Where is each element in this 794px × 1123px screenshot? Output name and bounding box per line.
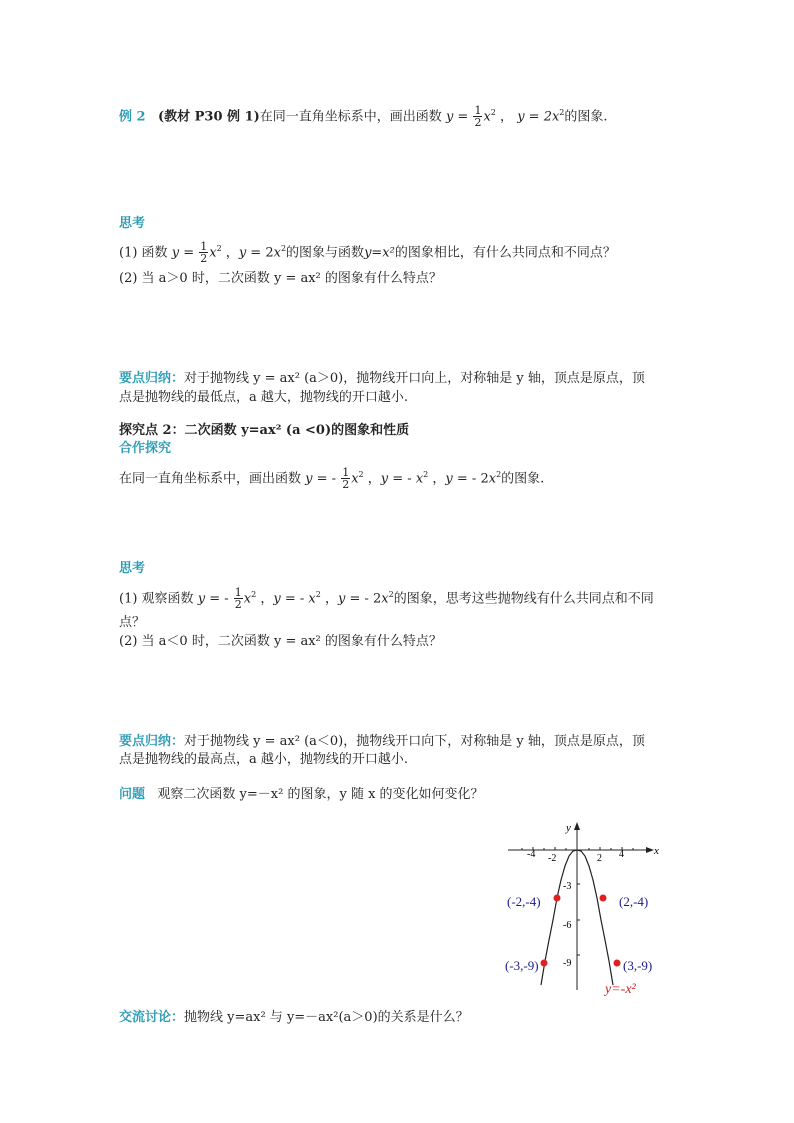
y-tick-label: -6 bbox=[563, 920, 572, 931]
point-label: (-3,-9) bbox=[505, 958, 539, 973]
summary-1-label: 要点归纳： bbox=[119, 371, 185, 386]
think-1-q1: (1) 函数 y = $\frac{1}{2}$ $x^2$ ，$y = 2x^2$的图象与函数y=x²的图象相比，有什么共同点和不同点？ bbox=[119, 240, 616, 266]
func-1-lhs: y = bbox=[445, 109, 469, 125]
example-2: 例 2 (教材 P30 例 1)在同一直角坐标系中，画出函数 y = $\frac{1}{2}$ $x^2$ ， $y = 2x^2$的图象. bbox=[119, 104, 608, 130]
parabola-graph bbox=[500, 818, 680, 1000]
question-text: 观察二次函数 y=－x² 的图象，y 随 x 的变化如何变化？ bbox=[157, 787, 484, 802]
x-tick-label: 2 bbox=[597, 853, 602, 864]
x-tick-label: -4 bbox=[527, 849, 536, 860]
summary-2-label: 要点归纳： bbox=[119, 734, 185, 749]
question-label: 问题 bbox=[119, 787, 146, 802]
point-marker bbox=[600, 895, 607, 902]
fraction-half: $\frac{1}{2}$ bbox=[234, 586, 242, 612]
summary-1-line1 bbox=[119, 370, 645, 388]
separator: ， bbox=[500, 109, 514, 125]
think-1-title: 思考 bbox=[119, 216, 146, 231]
cooperate-explore: 合作探究 bbox=[119, 441, 172, 456]
example-label: 例 2 bbox=[119, 109, 146, 125]
think-1-q2: (2) 当 a＞0 时，二次函数 y = ax² 的图象有什么特点？ bbox=[119, 271, 442, 286]
think-1-q1-fn: y=x² bbox=[364, 245, 395, 261]
y-tick-label: -9 bbox=[563, 958, 572, 969]
y-axis-label: y bbox=[566, 822, 571, 834]
curve-label: y=-x² bbox=[605, 982, 636, 997]
point-marker bbox=[614, 960, 621, 967]
fraction-half: $\frac{1}{2}$ bbox=[200, 240, 208, 266]
summary-2-line2: 点是抛物线的最高点，a 越小，抛物线的开口越小. bbox=[119, 752, 409, 767]
fraction-half: $\frac{1}{2}$ bbox=[474, 104, 482, 130]
think-2-q1: (1) 观察函数 y = - $\frac{1}{2}$ $x^2$ ，y = - $x^2$ ，y = - $2x^2$的图象，思考这些抛物线有什么共同点和不同 bbox=[119, 586, 654, 612]
think-2-q1-suffix: 的图象，思考这些抛物线有什么共同点和不同 bbox=[393, 591, 654, 607]
explore-2-title: 探究点 2：二次函数 y=ax² (a <0)的图象和性质 bbox=[119, 423, 410, 438]
think-2-q1-cont: 点？ bbox=[119, 615, 146, 630]
summary-2-text: 对于抛物线 y = ax² (a＜0)，抛物线开口向下，对称轴是 y 轴，顶点是原点，顶 bbox=[184, 734, 645, 749]
x-axis-arrow bbox=[646, 847, 654, 853]
point-label: (3,-9) bbox=[623, 958, 653, 973]
summary-2-line1 bbox=[119, 733, 645, 751]
discussion-text: 抛物线 y=ax² 与 y=－ax²(a＞0)的关系是什么？ bbox=[184, 1010, 469, 1025]
x-axis-label: x bbox=[654, 845, 659, 857]
think-1-q1-suffix: 的图象相比，有什么共同点和不同点？ bbox=[394, 245, 616, 261]
summary-1-text: 对于抛物线 y = ax² (a＞0)，抛物线开口向上，对称轴是 y 轴，顶点是原点，顶 bbox=[184, 371, 645, 386]
example-text-after: 的图象. bbox=[564, 109, 608, 125]
point-marker bbox=[541, 960, 548, 967]
point-label: (-2,-4) bbox=[507, 894, 541, 909]
fraction-half: $\frac{1}{2}$ bbox=[342, 466, 350, 492]
explore-2-text: 在同一直角坐标系中，画出函数 y = - $\frac{1}{2}$ $x^2$ ，y = - $x^2$ ，y = - $2x^2$的图象. bbox=[119, 466, 545, 492]
question bbox=[119, 786, 484, 804]
x-tick-label: -2 bbox=[548, 853, 557, 864]
think-1-q1-mid: 的图象与函数 bbox=[286, 245, 365, 261]
point-marker bbox=[554, 895, 561, 902]
y-tick-label: -3 bbox=[563, 881, 572, 892]
example-text: 在同一直角坐标系中，画出函数 bbox=[259, 109, 442, 125]
discussion-label: 交流讨论： bbox=[119, 1010, 185, 1025]
explore-2-text-after: 的图象. bbox=[501, 471, 545, 487]
point-label: (2,-4) bbox=[619, 894, 649, 909]
func-1-var: x bbox=[483, 109, 491, 125]
discussion bbox=[119, 1009, 469, 1027]
example-source: (教材 P30 例 1) bbox=[157, 109, 260, 125]
func-2: y = 2x bbox=[517, 109, 560, 125]
y-axis-arrow bbox=[574, 822, 580, 830]
summary-1-line2: 点是抛物线的最低点，a 越大，抛物线的开口越小. bbox=[119, 390, 409, 405]
think-2-q1-prefix: (1) 观察函数 bbox=[119, 591, 194, 607]
explore-2-text-before: 在同一直角坐标系中，画出函数 bbox=[119, 471, 302, 487]
think-2-q2: (2) 当 a＜0 时，二次函数 y = ax² 的图象有什么特点？ bbox=[119, 634, 442, 649]
think-2-title: 思考 bbox=[119, 561, 146, 576]
think-1-q1-prefix: (1) 函数 bbox=[119, 245, 168, 261]
x-tick-label: 4 bbox=[619, 849, 624, 860]
